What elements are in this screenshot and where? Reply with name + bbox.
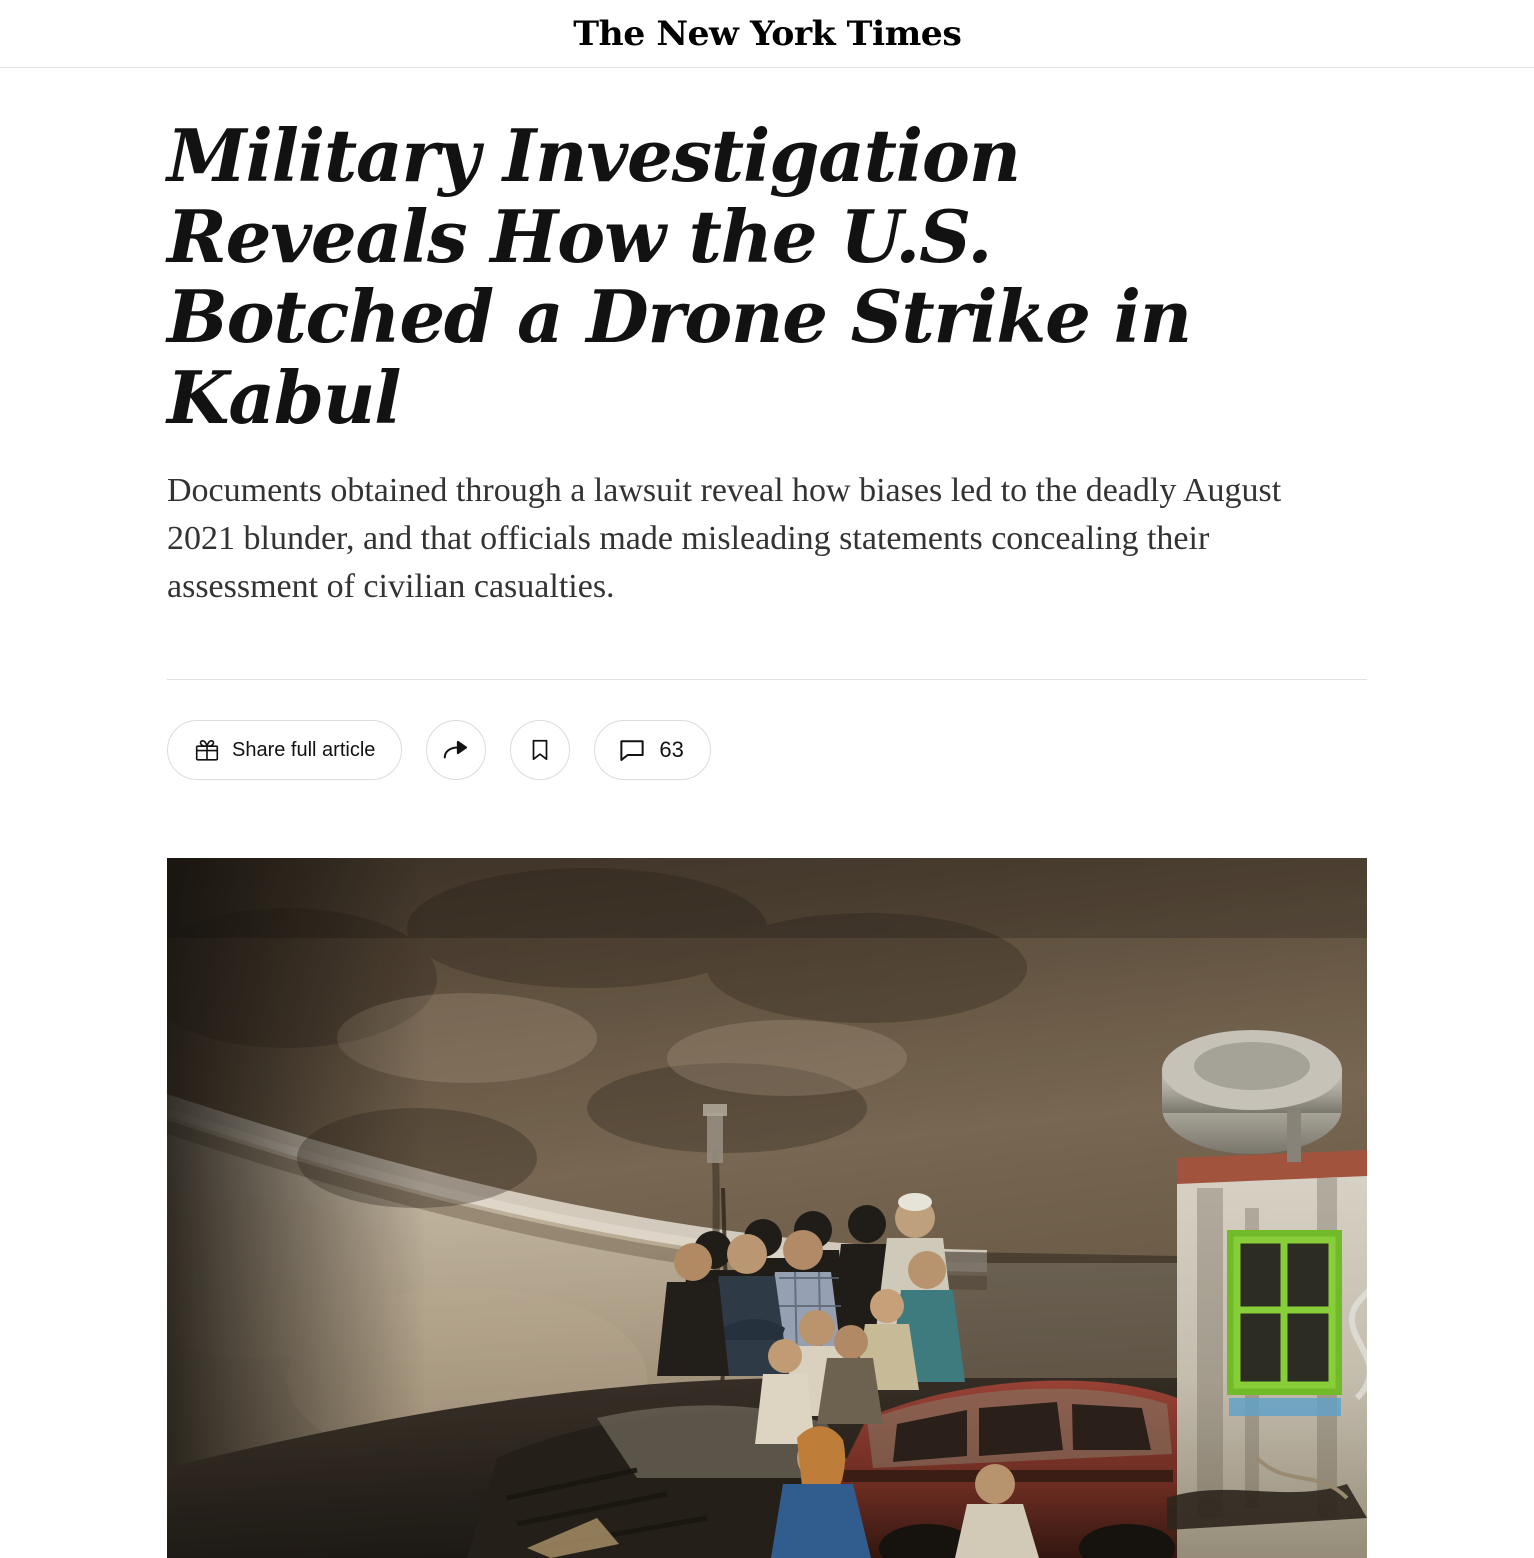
lead-figure — [167, 858, 1367, 1558]
share-full-article-button[interactable] — [167, 720, 402, 780]
share-full-article-label: Share full article — [232, 738, 376, 761]
bookmark-icon — [527, 737, 553, 763]
article-action-bar — [167, 720, 1367, 780]
site-masthead — [0, 0, 1534, 68]
article-summary: Documents obtained through a lawsuit reveal how biases led to the deadly August 2021 blunder, and that officials made misleading statements concealing their assessment of civilian casualties. — [167, 471, 1282, 606]
page-title: Military Investigation Reveals How the U.S. Botched a Drone Strike in Kabul — [167, 113, 1191, 440]
nyt-logo[interactable]: The New York Times — [572, 13, 962, 54]
comments-button[interactable] — [594, 720, 710, 780]
article-container — [167, 113, 1367, 1558]
share-arrow-icon — [441, 735, 471, 765]
divider — [167, 679, 1367, 680]
comments-count: 63 — [659, 737, 684, 763]
gift-icon — [194, 737, 220, 763]
share-button[interactable] — [426, 720, 486, 780]
comment-bubble-icon — [617, 735, 647, 765]
lead-image — [167, 858, 1367, 1558]
save-button[interactable] — [510, 720, 570, 780]
